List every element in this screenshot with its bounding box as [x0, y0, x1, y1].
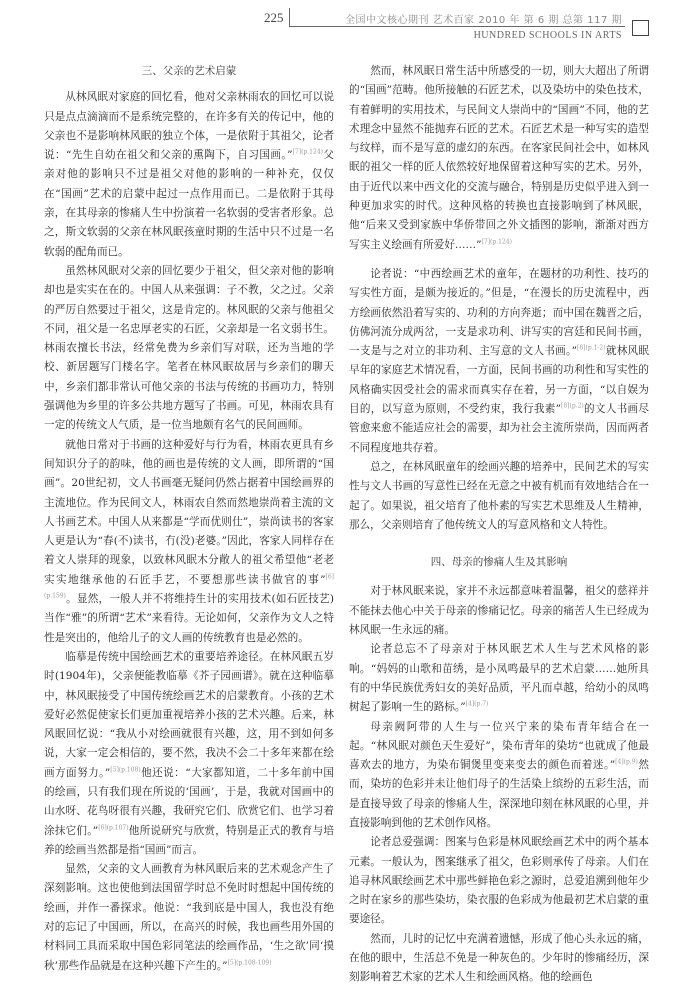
left-column	[44, 62, 334, 976]
paragraph: 总之，在林风眠童年的绘画兴趣的培养中，民间艺术的写实性与文人书画的写意性已经在无意之中被有机而有效地结合在一起了。如果说，祖父培育了他朴素的写实艺术思维及人生精神，那么，父亲则培育了他传统文人的写意风格和文人特性。	[349, 460, 649, 531]
header-divider-horizontal	[289, 26, 625, 27]
citation: [6](p.159)	[44, 573, 334, 600]
paragraph: 虽然林风眠对父亲的回忆要少于祖父，但父亲对他的影响却也是实实在在的。中国人从来强调：子不教，父之过。父亲的严厉自然要过于祖父，这是肯定的。林风眠的父亲与他祖父不同，祖父是一名忠厚老实的石匠，父亲却是一名文弱书生。林雨农擅长书法，经常免费为乡亲们写对联，还为当地的学校、新居题写门楼名字。笔者在林风眠故居与乡亲们的聊天中，乡亲们都非常认可他父亲的书法与传统的书画功力，特别强调他为乡里的许多公共地方题写了书画。可见，林雨农具有一定的传统文人气质，是一位当地颇有名气的民间画师。	[44, 264, 334, 432]
paragraph: 从林风眠对家庭的回忆看，他对父亲林雨农的回忆可以说只是点点滴滴而不是系统完整的，在许多有关的传记中，他的父亲也不是影响林风眠的独立个体，一是依附于其祖父，论者说：“先生自幼在祖父和父亲的熏陶下，自习国画。”$^{[7](p.124)}$父亲对他的影响只不过是祖父对他的影响的一种补充，仅仅在“国画”艺术的启蒙中起过一点作用而已。二是依附于其母亲，在其母亲的惨痛人生中扮演着一名软弱的受害者形象。总之，斯文软弱的父亲在林风眠孩童时期的生活中只不过是一名软弱的配角而已。	[44, 91, 335, 258]
citation: [6](p.107)	[98, 824, 129, 832]
paragraph: 论者说：“中西绘画艺术的童年，在题材的功利性、技巧的写实性方面，是颇为接近的。”但是，“在漫长的历史流程中，西方绘画依然沿着写实的、功利的方向奔逝；而中国在魏晋之后，仿佛河流分成两岔，一支是求功利、讲写实的宫廷和民间书画，一支是与之对立的非功利、主写意的文人书画。”$^{[8](p.1-2)}$就林风眠早年的家庭艺术情况看，一方面，民间书画的功利性和写实性的风格确实因受社会的需求而真实存在着，另一方面，“以自娱为目的，以写意为原则，不受约束，我行我素”$^{[8](p.2)}$的文人书画尽管愈来愈不能适应社会的需要，却为社会主流所崇尚，因而两者不同程度地共存着。	[349, 267, 650, 454]
paragraph: 然而，林风眠日常生活中所感受的一切，则大大超出了所谓的“国画”范畴。他所接触的石匠艺术，以及染坊中的染色技术，有着鲜明的实用技术，与民间文人崇尚中的“国画”不同，他的艺术理念中显然不能抛弃石匠的艺术。石匠艺术是一种写实的造型与纹样，而不是写意的虚幻的东西。在客家民间社会中，如林风眠的祖父一样的匠人依然较好地保留着这种写实的艺术。另外，由于近代以来中西文化的交流与融合，特别是历史似乎进入到一种更加求实的时代。这种风格的转换也直接影响到了林风眠，他“后来又受到家族中华侨带回之外文插图的影响，渐渐对西方写实主义绘画有所爱好……”$^{[7](p.124)}$	[349, 65, 649, 251]
paragraph: 母亲阙阿带的人生与一位兴宁来的染布青年结合在一起。“林风眠对颜色天生爱好”，染布青年的染坊“也就成了他最喜欢去的地方，为染布铜煲里变来变去的颜色而着迷。”$^{[4](p.9)}$然而，染坊的色彩并未让他们母子的生活染上缤纷的五彩生活，而是直接导致了母亲的惨痛人生，深深地印刻在林风眠的心里，并直接影响到他的艺术创作风格。	[349, 720, 649, 829]
section-title-mother: 四、母亲的惨痛人生及其影响	[430, 556, 568, 569]
page-number: 225	[264, 10, 284, 25]
section-title-father: 三、父亲的艺术启蒙	[141, 65, 237, 77]
citation: [7](p.124)	[481, 238, 512, 246]
paragraph: 论者总忘不了母亲对于林风眠艺术人生与艺术风格的影响。“妈妈的山歌和苗绣，是小凤鸣最早的艺术启蒙……她所具有的中华民族优秀妇女的美好品质，平凡而卓越，给幼小的凤鸣树起了影响一生的路标。”$^{[4](p.7)}$	[349, 643, 649, 714]
citation: [7](p.124)	[292, 148, 323, 156]
citation: [4](p.9)	[615, 758, 638, 766]
right-column	[349, 62, 649, 988]
journal-title: 全国中文核心期刊 艺术百家 2010 年 第 6 期 总第 117 期	[344, 15, 622, 26]
paragraph: 然而，儿时的记忆中充满着遗憾，形成了他心头永远的痛，在他的眼中，生活总不免是一种灰色的。少年时的惨痛经历，深刻影响着艺术家的艺术人生和绘画风格。他的绘画色	[349, 932, 649, 984]
journal-title-english: HUNDRED SCHOOLS IN ARTS	[473, 30, 622, 41]
paragraph: 对于林风眠来说，家并不永远都意味着温馨，祖父的慈祥并不能抹去他心中关于母亲的惨痛记忆。母亲的痛苦人生已经成为林风眠一生永远的痛。	[349, 585, 649, 637]
citation: [5](p.108-109)	[227, 959, 272, 967]
citation: [5](p.108)	[110, 766, 141, 774]
paragraph: 论者总爱强调：图案与色彩是林风眠绘画艺术中的两个基本元素。一般认为，图案继承了祖父，色彩则承传了母亲。人们在追寻林风眠绘画艺术中那些鲜艳色彩之源时，总爱追溯到他年少之时在家乡的那些染坊，染衣服的色彩成为他最初艺术启蒙的重要途径。	[349, 836, 649, 926]
citation: [4](p.7)	[465, 700, 489, 708]
header-divider-vertical	[289, 8, 290, 26]
citation: [8](p.2)	[561, 402, 584, 410]
citation: [8](p.1-2)	[577, 344, 606, 352]
journal-box-icon	[632, 20, 649, 36]
paragraph: 就他日常对于书画的这种爱好与行为看，林雨农更具有乡间知识分子的韵味，他的画也是传统的文人画，即所谓的“国画”。20世纪初，文人书画毫无疑问仍然占据着中国绘画界的主流地位。作为民间文人，林雨农自然而然地崇尚着主流的文人书画艺术。中国人从来都是“学而优则仕”，崇尚读书的客家人更是认为“春(不)读书，冇(没)老婆。”因此，客家人同样存在着文人崇拜的现象，以致林风眠木分敞人的祖父希望他“老老实实地继承他的石匠手艺，不要想那些读书做官的事”$^{[6](p.159)}$。显然，一般人并不将维持生计的实用技术(如石匠技艺)当作“雅”的所谓“艺术”来看待。无论如何，父亲作为文人之特性是突出的，他给儿子的文人画的传统教育也是必然的。	[44, 438, 334, 644]
paragraph: 临摹是传统中国绘画艺术的重要培养途径。在林风眠五岁时(1904年)，父亲便能教临摹《芥子园画谱》。就在这种临摹中，林风眠接受了中国传统绘画艺术的启蒙教育。小孩的艺术爱好必然促使家长们更加重视培养小孩的艺术兴趣。后来，林风眠回忆说：“我从小对绘画就很有兴趣，这，用不到如何多说，大家一定会相信的，要不然，我决不会二十多年来都在绘画方面努力。”$^{[5](p.108)}$他还说：“大家都知道，二十多年前中国的绘画，只有我们现在所说的‘国画’，于是，我就对国画中的山水呀、花鸟呀很有兴趣，我研究它们、欣赏它们、也学习着涂抹它们。”$^{[6](p.107)}$他所说研究与欣赏，特别是正式的教育与培养的绘画当然都是指“国画”而言。	[44, 650, 335, 856]
paragraph: 显然，父亲的文人画教育为林风眠后来的艺术观念产生了深刻影响。这也使他到法国留学时总不免时时想起中国传统的绘画，并作一番探求。他说：“我到底是中国人，我也没有绝对的忘记了中国画，所以，在高兴的时候，我也画些用外国的材料同工具而采取中国色彩同笔法的绘画作品，‘生之欲’同‘摸秋’那些作品就是在这种兴趣下产生的。”$^{[5](p.108-109)}$	[44, 863, 334, 972]
page-header	[0, 0, 685, 52]
